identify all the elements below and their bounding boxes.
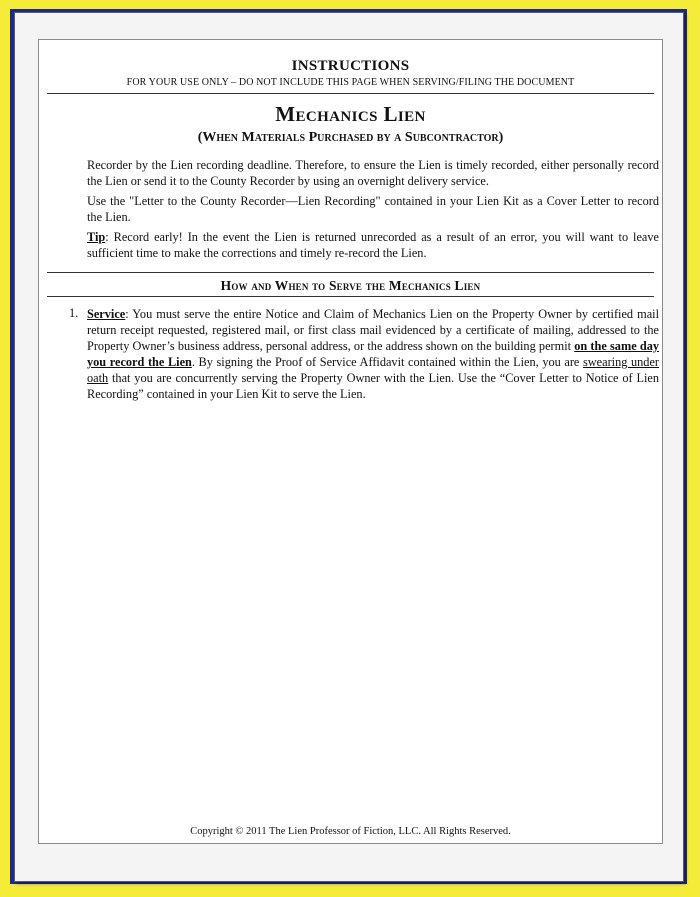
service-text: that you are concurrently serving the Property Owner with the Lien. Use the “Cover Letter to Notice of Lien Recording” contained in your Lien Kit to serve the Lien.: [87, 371, 659, 401]
divider: [47, 296, 654, 297]
divider: [47, 272, 654, 273]
document-title: Mechanics Lien: [275, 102, 426, 126]
paragraph-cover-letter: Use the "Letter to the County Recorder—Lien Recording" contained in your Lien Kit as a Cover Letter to record the Lien.: [87, 194, 659, 224]
swearing-under-oath: swearing under oath: [87, 355, 659, 385]
tip-label: Tip: [87, 230, 106, 244]
paragraph-tip: [87, 229, 659, 261]
same-day-emphasis: on the same day you record the Lien: [87, 339, 659, 369]
copyright-footer: Copyright © 2011 The Lien Professor of Fiction, LLC. All Rights Reserved.: [190, 826, 511, 837]
document-subtitle: (When Materials Purchased by a Subcontractor): [197, 130, 504, 145]
instructions-subheading: FOR YOUR USE ONLY – DO NOT INCLUDE THIS PAGE WHEN SERVING/FILING THE DOCUMENT: [126, 77, 575, 88]
divider: [47, 93, 654, 94]
tip-text: : Record early! In the event the Lien is returned unrecorded as a result of an error, you will want to leave sufficient time to make the corrections and timely re-record the Lien.: [87, 230, 659, 260]
service-text: . By signing the Proof of Service Affidavit contained within the Lien, you are: [191, 355, 583, 369]
service-label: Service: [87, 307, 126, 321]
document-page: [14, 12, 684, 882]
list-item-number: 1.: [69, 306, 79, 320]
instructions-heading: INSTRUCTIONS: [291, 58, 410, 74]
service-text: : You must serve the entire Notice and Claim of Mechanics Lien on the Property Owner by certified mail return receipt requested, registered mail, or first class mail evidenced by a certificate of mailing, addressed to the Property Owner’s business address, personal address, or the address shown on the building permit: [87, 307, 659, 353]
page-border: [38, 39, 663, 844]
section-heading: How and When to Serve the Mechanics Lien: [220, 278, 481, 293]
list-item-service: [87, 306, 659, 402]
paragraph-recording-deadline: Recorder by the Lien recording deadline. Therefore, to ensure the Lien is timely recorded, either personally record the Lien or send it to the County Recorder by using an overnight delivery service.: [87, 158, 659, 188]
